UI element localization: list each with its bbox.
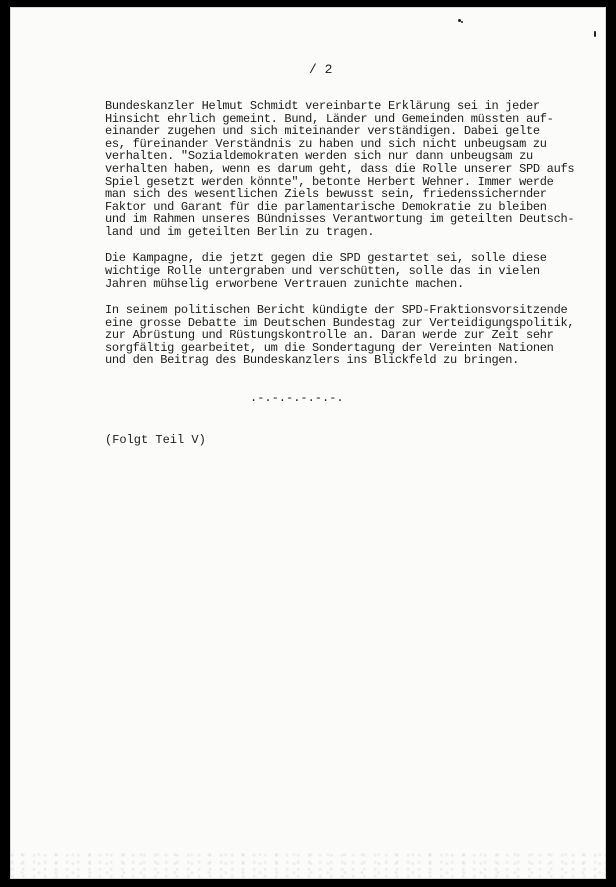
- scan-speck: [461, 21, 463, 23]
- text-line: In seinem politischen Bericht kündigte der SPD-Fraktionsvorsitzende: [105, 302, 568, 317]
- text-line: verhalten. "Sozialdemokraten werden sich nur dann unbeugsam zu: [105, 149, 533, 164]
- text-line: und den Beitrag des Bundeskanzlers ins Blickfeld zu bringen.: [105, 353, 520, 368]
- continuation-note: (Folgt Teil V): [105, 433, 206, 447]
- text-line: Hinsicht ehrlich gemeint. Bund, Länder und Gemeinden müssten auf-: [105, 111, 554, 126]
- document-body: [105, 100, 605, 381]
- section-separator: .-.-.-.-.-.-.: [250, 391, 344, 405]
- page-number: / 2: [309, 62, 333, 77]
- scan-speck: [594, 31, 596, 37]
- text-line: wichtige Rolle untergraben und verschütten, solle das in vielen: [105, 263, 540, 278]
- text-line: Spiel gesetzt werden könnte", betonte Herbert Wehner. Immer werde: [105, 174, 554, 189]
- scan-noise: [10, 851, 606, 879]
- text-line: zur Abrüstung und Rüstungskontrolle an. Daran werde zur Zeit sehr: [105, 328, 554, 343]
- paragraph-3: [105, 304, 605, 367]
- text-line: es, füreinander Verständnis zu haben und sich nicht unbeugsam zu: [105, 136, 547, 151]
- paragraph-2: [105, 252, 605, 290]
- text-line: und im Rahmen unseres Bündnisses Verantwortung im geteilten Deutsch-: [105, 212, 575, 227]
- text-line: Faktor und Garant für die parlamentarische Demokratie zu bleiben: [105, 199, 547, 214]
- text-line: sorgfältig gearbeitet, um die Sondertagung der Vereinten Nationen: [105, 340, 554, 355]
- text-line: Die Kampagne, die jetzt gegen die SPD gestartet sei, solle diese: [105, 251, 547, 266]
- text-line: Jahren mühselig erworbene Vertrauen zunichte machen.: [105, 276, 464, 291]
- document-page: [10, 7, 606, 879]
- text-line: land und im geteilten Berlin zu tragen.: [105, 224, 375, 239]
- paragraph-1: [105, 100, 605, 239]
- text-line: man sich des wesentlichen Ziels bewusst sein, friedenssichernder: [105, 187, 547, 202]
- text-line: einander zugehen und sich miteinander verständigen. Dabei gelte: [105, 124, 540, 139]
- text-line: Bundeskanzler Helmut Schmidt vereinbarte Erklärung sei in jeder: [105, 99, 540, 113]
- text-line: verhalten haben, wenn es darum geht, dass die Rolle unserer SPD aufs: [105, 161, 575, 176]
- text-line: eine grosse Debatte im Deutschen Bundestag zur Verteidigungspolitik,: [105, 315, 575, 330]
